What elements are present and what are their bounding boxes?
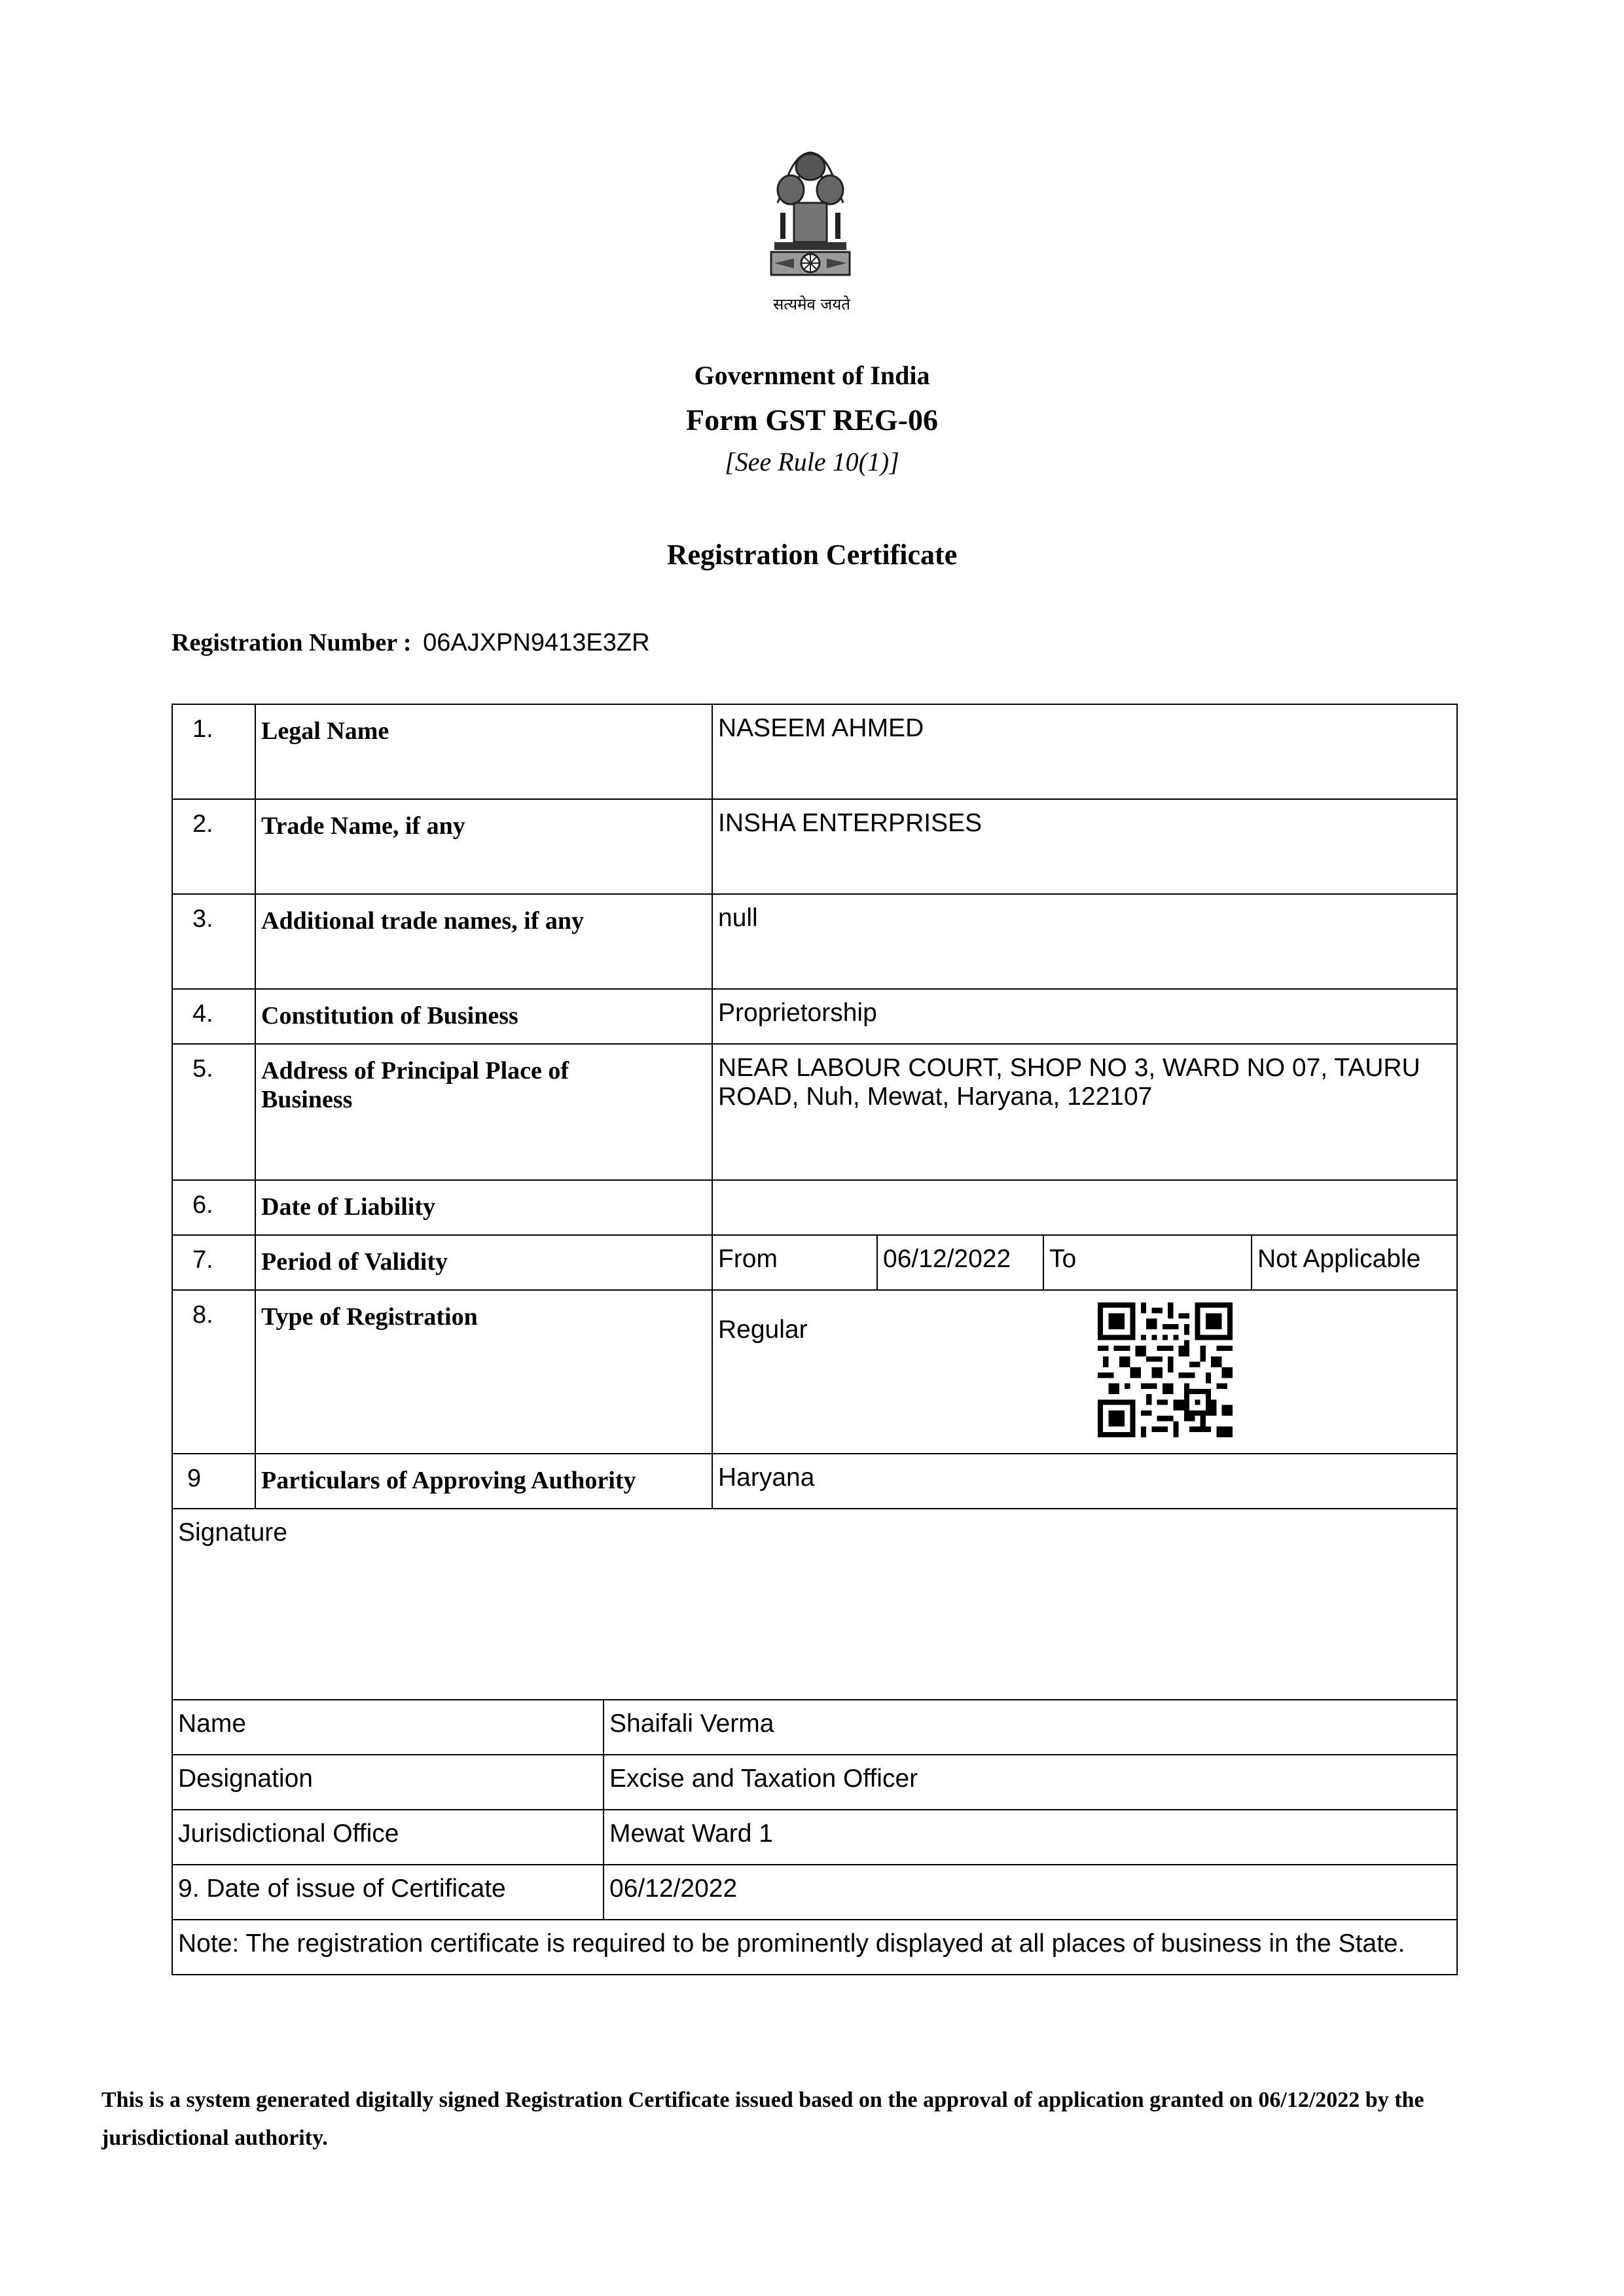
row-label: Constitution of Business bbox=[255, 988, 713, 1045]
row-label-line: Address of Principal Place of bbox=[261, 1057, 569, 1085]
address-value bbox=[712, 1043, 1458, 1181]
certificate-title: Registration Certificate bbox=[666, 539, 958, 571]
government-heading: Government of India bbox=[694, 361, 930, 390]
national-emblem-icon bbox=[758, 141, 863, 291]
row-label: Particulars of Approving Authority bbox=[255, 1453, 713, 1509]
issue-date-label: 9. Date of issue of Certificate bbox=[171, 1864, 604, 1920]
validity-from-label: From bbox=[712, 1234, 878, 1291]
validity-to-label: To bbox=[1043, 1234, 1252, 1291]
row-number: 9 bbox=[171, 1453, 256, 1509]
form-title: Form GST REG-06 bbox=[685, 403, 939, 437]
legal-name-value: NASEEM AHMED bbox=[712, 704, 1458, 800]
name-label: Name bbox=[171, 1699, 604, 1755]
jurisdictional-office-value: Mewat Ward 1 bbox=[603, 1809, 1458, 1865]
address-line: NEAR LABOUR COURT, SHOP NO 3, WARD NO 07, TAURU bbox=[718, 1054, 1420, 1082]
designation-value: Excise and Taxation Officer bbox=[603, 1754, 1458, 1810]
issue-date-value: 06/12/2022 bbox=[603, 1864, 1458, 1920]
row-label: Trade Name, if any bbox=[255, 798, 713, 895]
additional-trade-names-value: null bbox=[712, 893, 1458, 990]
registration-type-value: Regular bbox=[712, 1289, 1458, 1454]
jurisdictional-office-label: Jurisdictional Office bbox=[171, 1809, 604, 1865]
row-number: 8. bbox=[171, 1289, 256, 1454]
name-value: Shaifali Verma bbox=[603, 1699, 1458, 1755]
row-number: 6. bbox=[171, 1179, 256, 1236]
date-of-liability-value bbox=[712, 1179, 1458, 1236]
qr-code-icon bbox=[1098, 1302, 1233, 1437]
row-number: 1. bbox=[171, 704, 256, 800]
system-generated-footer: This is a system generated digitally signed Registration Certificate issued based on the approval of application granted on 06/12/2022 by the jurisdictional authority. bbox=[101, 2088, 1424, 2150]
approving-authority-value: Haryana bbox=[712, 1453, 1458, 1509]
designation-label: Designation bbox=[171, 1754, 604, 1810]
row-number: 2. bbox=[171, 798, 256, 895]
row-label: Legal Name bbox=[255, 704, 713, 800]
signature-area: Signature bbox=[171, 1508, 1458, 1700]
row-number: 5. bbox=[171, 1043, 256, 1181]
rule-reference: [See Rule 10(1)] bbox=[725, 447, 899, 476]
constitution-value: Proprietorship bbox=[712, 988, 1458, 1045]
row-label: Type of Registration bbox=[255, 1289, 713, 1454]
row-number: 4. bbox=[171, 988, 256, 1045]
validity-from-value: 06/12/2022 bbox=[876, 1234, 1044, 1291]
row-number: 3. bbox=[171, 893, 256, 990]
row-label: Additional trade names, if any bbox=[255, 893, 713, 990]
display-note: Note: The registration certificate is required to be prominently displayed at all places of business in the State. bbox=[171, 1919, 1458, 1975]
validity-to-value: Not Applicable bbox=[1251, 1234, 1458, 1291]
row-label bbox=[255, 1043, 713, 1181]
trade-name-value: INSHA ENTERPRISES bbox=[712, 798, 1458, 895]
registration-number-value: 06AJXPN9413E3ZR bbox=[423, 629, 650, 656]
row-label: Date of Liability bbox=[255, 1179, 713, 1236]
address-line: ROAD, Nuh, Mewat, Haryana, 122107 bbox=[718, 1083, 1153, 1111]
registration-number-line bbox=[171, 628, 650, 657]
row-label: Period of Validity bbox=[255, 1234, 713, 1291]
emblem-motto: सत्यमेव जयते bbox=[773, 295, 850, 314]
row-number: 7. bbox=[171, 1234, 256, 1291]
registration-number-label: Registration Number : bbox=[171, 629, 412, 656]
row-label-line: Business bbox=[261, 1086, 353, 1113]
